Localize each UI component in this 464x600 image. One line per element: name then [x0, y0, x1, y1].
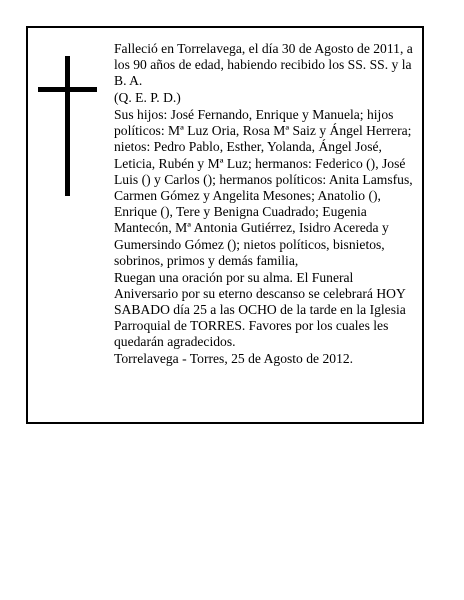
funeral-request: Ruegan una oración por su alma. El Funeral Aniversario por su eterno descanso se celebrará HOY SABADO día 25 a las OCHO de la tarde en la Iglesia Parroquial de TORRES. Favores por los cuales les quedarán agradecidos.	[114, 269, 406, 350]
family-list: Sus hijos: José Fernando, Enrique y Manuela; hijos políticos: Mª Luz Oria, Rosa Mª Saiz y Ángel Herrera; nietos: Pedro Pablo, Esther, Yolanda, Ángel José, Leticia, Rubén y Mª Luz; hermanos: Federico (), José Luis () y Carlos (); hermanos políticos: Anita Lamsfus, Carmen Gómez y Angelita Mesones; Anatolio (), Enrique (), Tere y Benigna Cuadrado; Eugenia Mantecón, Mª Antonia Gutiérrez, Isidro Acereda y Gumersindo Gómez (); nietos políticos, bisnietos, sobrinos, primos y demás familia,	[114, 107, 413, 268]
obituary-text	[114, 41, 419, 367]
place-and-date: Torrelavega - Torres, 25 de Agosto de 2012.	[114, 351, 354, 367]
rip-abbreviation: (Q. E. P. D.)	[114, 90, 181, 106]
cross-horizontal-bar	[38, 87, 97, 92]
cross-vertical-bar	[65, 56, 70, 196]
death-notice: Falleció en Torrelavega, el día 30 de Agosto de 2011, a los 90 años de edad, habiendo recibido los SS. SS. y la B. A.	[114, 41, 413, 89]
obituary-notice	[26, 26, 424, 424]
